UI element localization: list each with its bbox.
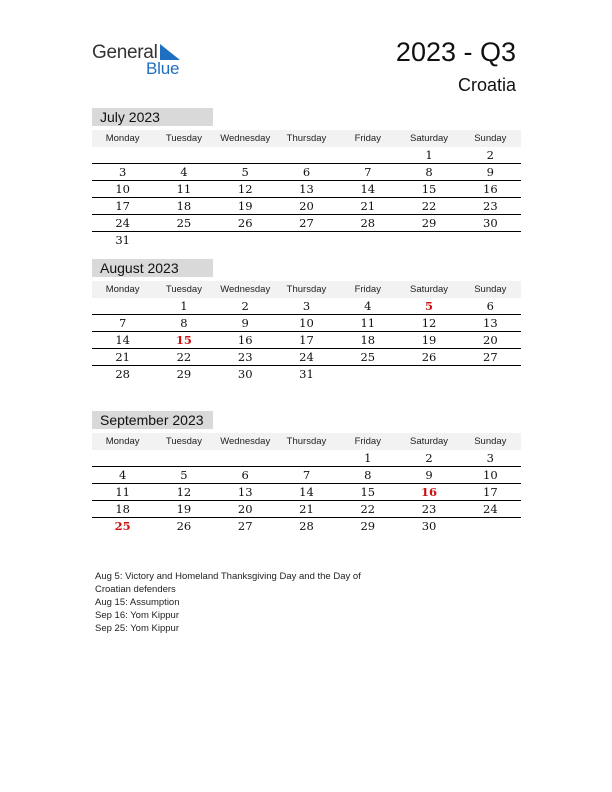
weekday-header xyxy=(92,281,521,298)
day-cell: 20 xyxy=(237,502,253,516)
day-cell: 26 xyxy=(421,350,437,364)
weekday-label: Saturday xyxy=(410,436,449,447)
day-cell: 3 xyxy=(486,451,494,465)
month-label: September 2023 xyxy=(92,411,213,429)
day-cell: 9 xyxy=(241,316,249,330)
month-label: August 2023 xyxy=(92,259,213,277)
weekday-label: Thursday xyxy=(286,436,327,447)
day-cell: 18 xyxy=(176,199,192,213)
weekday-label: Friday xyxy=(354,436,381,447)
week-row xyxy=(92,147,521,164)
empty-day-cell xyxy=(92,298,153,314)
week-row xyxy=(92,181,521,198)
day-cell: 1 xyxy=(364,451,372,465)
empty-day-cell xyxy=(398,366,459,382)
day-cell: 3 xyxy=(302,299,311,313)
empty-day-cell xyxy=(215,450,276,466)
week-row xyxy=(92,467,521,484)
week-row xyxy=(92,198,521,215)
day-cell: 5 xyxy=(425,299,434,313)
day-cell: 9 xyxy=(486,165,494,179)
day-cell: 12 xyxy=(237,182,253,196)
day-cell: 13 xyxy=(299,182,314,196)
day-cell: 22 xyxy=(360,502,376,516)
month-label: July 2023 xyxy=(92,108,213,126)
day-cell: 24 xyxy=(115,216,130,230)
day-cell: 7 xyxy=(118,316,127,330)
week-row xyxy=(92,332,521,349)
day-cell: 19 xyxy=(421,333,437,347)
day-cell: 11 xyxy=(176,182,192,196)
weekday-label: Wednesday xyxy=(220,133,271,144)
day-cell: 29 xyxy=(360,519,376,533)
weekday-label: Monday xyxy=(105,133,140,144)
week-row xyxy=(92,501,521,518)
day-cell: 14 xyxy=(115,333,130,347)
day-cell: 23 xyxy=(483,199,498,213)
day-cell: 16 xyxy=(237,333,253,347)
day-cell: 12 xyxy=(176,485,192,499)
weekday-label: Tuesday xyxy=(165,284,202,295)
weekday-header xyxy=(92,130,521,147)
day-cell: 24 xyxy=(483,502,498,516)
day-cell: 3 xyxy=(118,165,127,179)
day-cell: 15 xyxy=(175,333,192,347)
empty-day-cell xyxy=(337,366,398,382)
weekday-label: Saturday xyxy=(410,284,449,295)
day-cell: 12 xyxy=(421,316,437,330)
empty-day-cell xyxy=(92,450,153,466)
country-name: Croatia xyxy=(457,75,516,95)
day-cell: 6 xyxy=(241,468,249,482)
empty-day-cell xyxy=(398,232,459,248)
month-block xyxy=(92,259,521,382)
empty-day-cell xyxy=(215,232,276,248)
day-cell: 25 xyxy=(176,216,192,230)
day-cell: 27 xyxy=(237,519,253,533)
day-cell: 23 xyxy=(237,350,253,364)
day-cell: 17 xyxy=(115,199,130,213)
day-cell: 14 xyxy=(299,485,314,499)
month-block xyxy=(92,411,521,534)
day-cell: 13 xyxy=(237,485,253,499)
weekday-label: Tuesday xyxy=(165,133,202,144)
day-cell: 27 xyxy=(299,216,314,230)
empty-day-cell xyxy=(337,147,398,163)
day-cell: 22 xyxy=(421,199,437,213)
empty-day-cell xyxy=(460,232,521,248)
weekday-header xyxy=(92,433,521,450)
week-row xyxy=(92,349,521,366)
day-cell: 15 xyxy=(421,182,437,196)
day-cell: 28 xyxy=(360,216,376,230)
empty-day-cell xyxy=(276,147,337,163)
empty-day-cell xyxy=(337,232,398,248)
day-cell: 8 xyxy=(425,165,433,179)
day-cell: 29 xyxy=(176,367,192,381)
day-cell: 15 xyxy=(360,485,376,499)
day-cell: 22 xyxy=(176,350,192,364)
day-cell: 2 xyxy=(425,451,433,465)
day-cell: 31 xyxy=(299,367,314,381)
weekday-label: Monday xyxy=(105,284,140,295)
day-cell: 21 xyxy=(299,502,314,516)
day-cell: 7 xyxy=(364,165,372,179)
week-row xyxy=(92,518,521,534)
empty-day-cell xyxy=(460,518,521,534)
holiday-note: Aug 5: Victory and Homeland Thanksgiving Day and the Day of xyxy=(95,571,361,582)
day-cell: 30 xyxy=(237,367,253,381)
day-cell: 8 xyxy=(180,316,188,330)
day-cell: 6 xyxy=(302,165,311,179)
day-cell: 25 xyxy=(114,519,131,533)
day-cell: 13 xyxy=(483,316,498,330)
logo-text-blue: Blue xyxy=(146,59,180,78)
weekday-label: Sunday xyxy=(474,133,507,144)
day-cell: 5 xyxy=(180,468,188,482)
day-cell: 14 xyxy=(360,182,376,196)
week-row xyxy=(92,215,521,232)
day-cell: 11 xyxy=(360,316,376,330)
empty-day-cell xyxy=(153,232,214,248)
empty-day-cell xyxy=(460,366,521,382)
empty-day-cell xyxy=(153,450,214,466)
week-row xyxy=(92,484,521,501)
weekday-label: Friday xyxy=(354,133,381,144)
empty-day-cell xyxy=(276,232,337,248)
day-cell: 7 xyxy=(302,468,311,482)
day-cell: 6 xyxy=(486,299,494,313)
day-cell: 30 xyxy=(483,216,498,230)
weekday-label: Thursday xyxy=(286,133,327,144)
day-cell: 23 xyxy=(421,502,437,516)
day-cell: 30 xyxy=(421,519,437,533)
day-cell: 28 xyxy=(115,367,130,381)
week-row xyxy=(92,315,521,332)
weekday-label: Friday xyxy=(354,284,381,295)
logo-text-general: General xyxy=(92,42,158,63)
day-cell: 21 xyxy=(360,199,376,213)
day-cell: 10 xyxy=(483,468,498,482)
day-cell: 10 xyxy=(115,182,130,196)
day-cell: 18 xyxy=(360,333,376,347)
weekday-label: Tuesday xyxy=(165,436,202,447)
day-cell: 21 xyxy=(115,350,130,364)
holiday-notes xyxy=(95,570,395,635)
day-cell: 4 xyxy=(118,468,127,482)
week-row xyxy=(92,366,521,382)
weekday-label: Monday xyxy=(105,436,140,447)
day-cell: 5 xyxy=(241,165,249,179)
day-cell: 18 xyxy=(115,502,130,516)
day-cell: 20 xyxy=(483,333,498,347)
day-cell: 26 xyxy=(237,216,253,230)
day-cell: 17 xyxy=(299,333,314,347)
day-cell: 19 xyxy=(176,502,192,516)
weekday-label: Saturday xyxy=(410,133,449,144)
day-cell: 9 xyxy=(425,468,433,482)
holiday-note: Sep 25: Yom Kippur xyxy=(95,623,179,634)
week-row xyxy=(92,450,521,467)
day-cell: 24 xyxy=(299,350,314,364)
holiday-note: Sep 16: Yom Kippur xyxy=(95,610,179,621)
page-title: 2023 - Q3 xyxy=(395,37,516,67)
day-cell: 31 xyxy=(115,233,130,247)
week-row xyxy=(92,298,521,315)
day-cell: 4 xyxy=(180,165,188,179)
day-cell: 1 xyxy=(180,299,188,313)
holiday-note: Croatian defenders xyxy=(95,584,176,595)
logo xyxy=(92,40,202,80)
empty-day-cell xyxy=(153,147,214,163)
weekday-label: Thursday xyxy=(286,284,327,295)
holiday-note: Aug 15: Assumption xyxy=(95,597,180,608)
day-cell: 10 xyxy=(299,316,314,330)
week-row xyxy=(92,164,521,181)
week-row xyxy=(92,232,521,248)
day-cell: 20 xyxy=(299,199,314,213)
day-cell: 11 xyxy=(115,485,130,499)
day-cell: 16 xyxy=(483,182,498,196)
day-cell: 16 xyxy=(421,485,438,499)
day-cell: 17 xyxy=(483,485,498,499)
day-cell: 27 xyxy=(483,350,498,364)
day-cell: 2 xyxy=(241,299,249,313)
weekday-label: Sunday xyxy=(474,284,507,295)
empty-day-cell xyxy=(92,147,153,163)
empty-day-cell xyxy=(215,147,276,163)
day-cell: 19 xyxy=(237,199,253,213)
empty-day-cell xyxy=(276,450,337,466)
day-cell: 2 xyxy=(486,148,494,162)
day-cell: 8 xyxy=(364,468,372,482)
day-cell: 25 xyxy=(360,350,376,364)
day-cell: 26 xyxy=(176,519,192,533)
month-block xyxy=(92,108,521,248)
day-cell: 4 xyxy=(364,299,372,313)
day-cell: 28 xyxy=(299,519,314,533)
day-cell: 29 xyxy=(421,216,437,230)
day-cell: 1 xyxy=(425,148,433,162)
weekday-label: Sunday xyxy=(474,436,507,447)
weekday-label: Wednesday xyxy=(220,284,271,295)
weekday-label: Wednesday xyxy=(220,436,271,447)
